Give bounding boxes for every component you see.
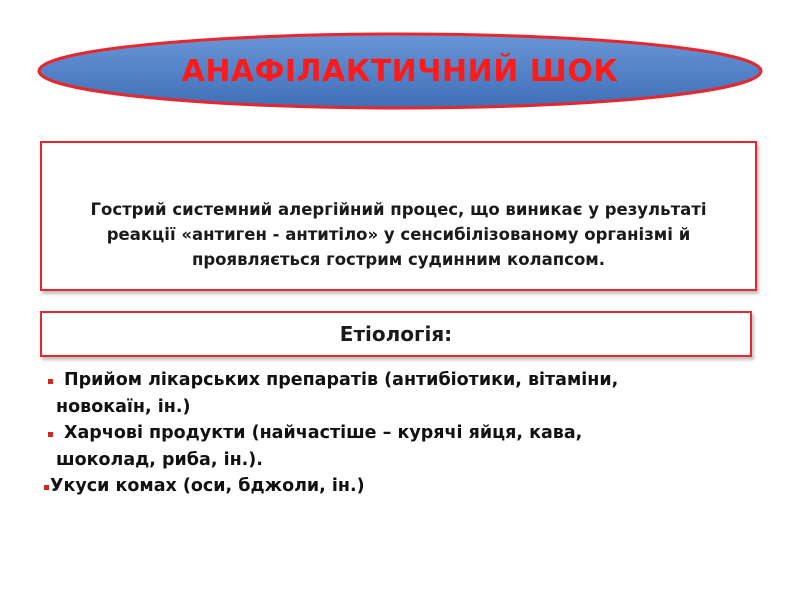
list-item-line: Прийом лікарських препаратів (антибіотики, вітаміни, [64,370,619,390]
list-item-line: Харчові продукти (найчастіше – курячі яйця, кава, [64,423,583,443]
list-item [44,420,724,473]
definition-box [40,141,757,291]
etiology-list [44,367,724,500]
definition-text: Гострий системний алергійний процес, що виникає у результаті реакції «антиген - антитіло» у сенсибілізованому організмі й проявляється гострим судинним колапсом. [90,199,707,269]
bullet-icon [44,485,49,490]
list-item-continuation: шоколад, риба, ін.). [56,449,263,470]
list-item-line: Укуси комах (оси, бджоли, ін.) [50,476,365,496]
list-item-continuation: новокаїн, ін.) [56,396,191,417]
bullet-icon [48,379,53,384]
bullet-icon [48,432,53,437]
etiology-heading: Етіологія: [339,322,453,346]
list-item [44,473,724,500]
list-item [44,367,724,420]
title-banner [36,31,764,111]
slide-title: АНАФІЛАКТИЧНИЙ ШОК [181,53,619,89]
etiology-heading-box [40,311,752,357]
